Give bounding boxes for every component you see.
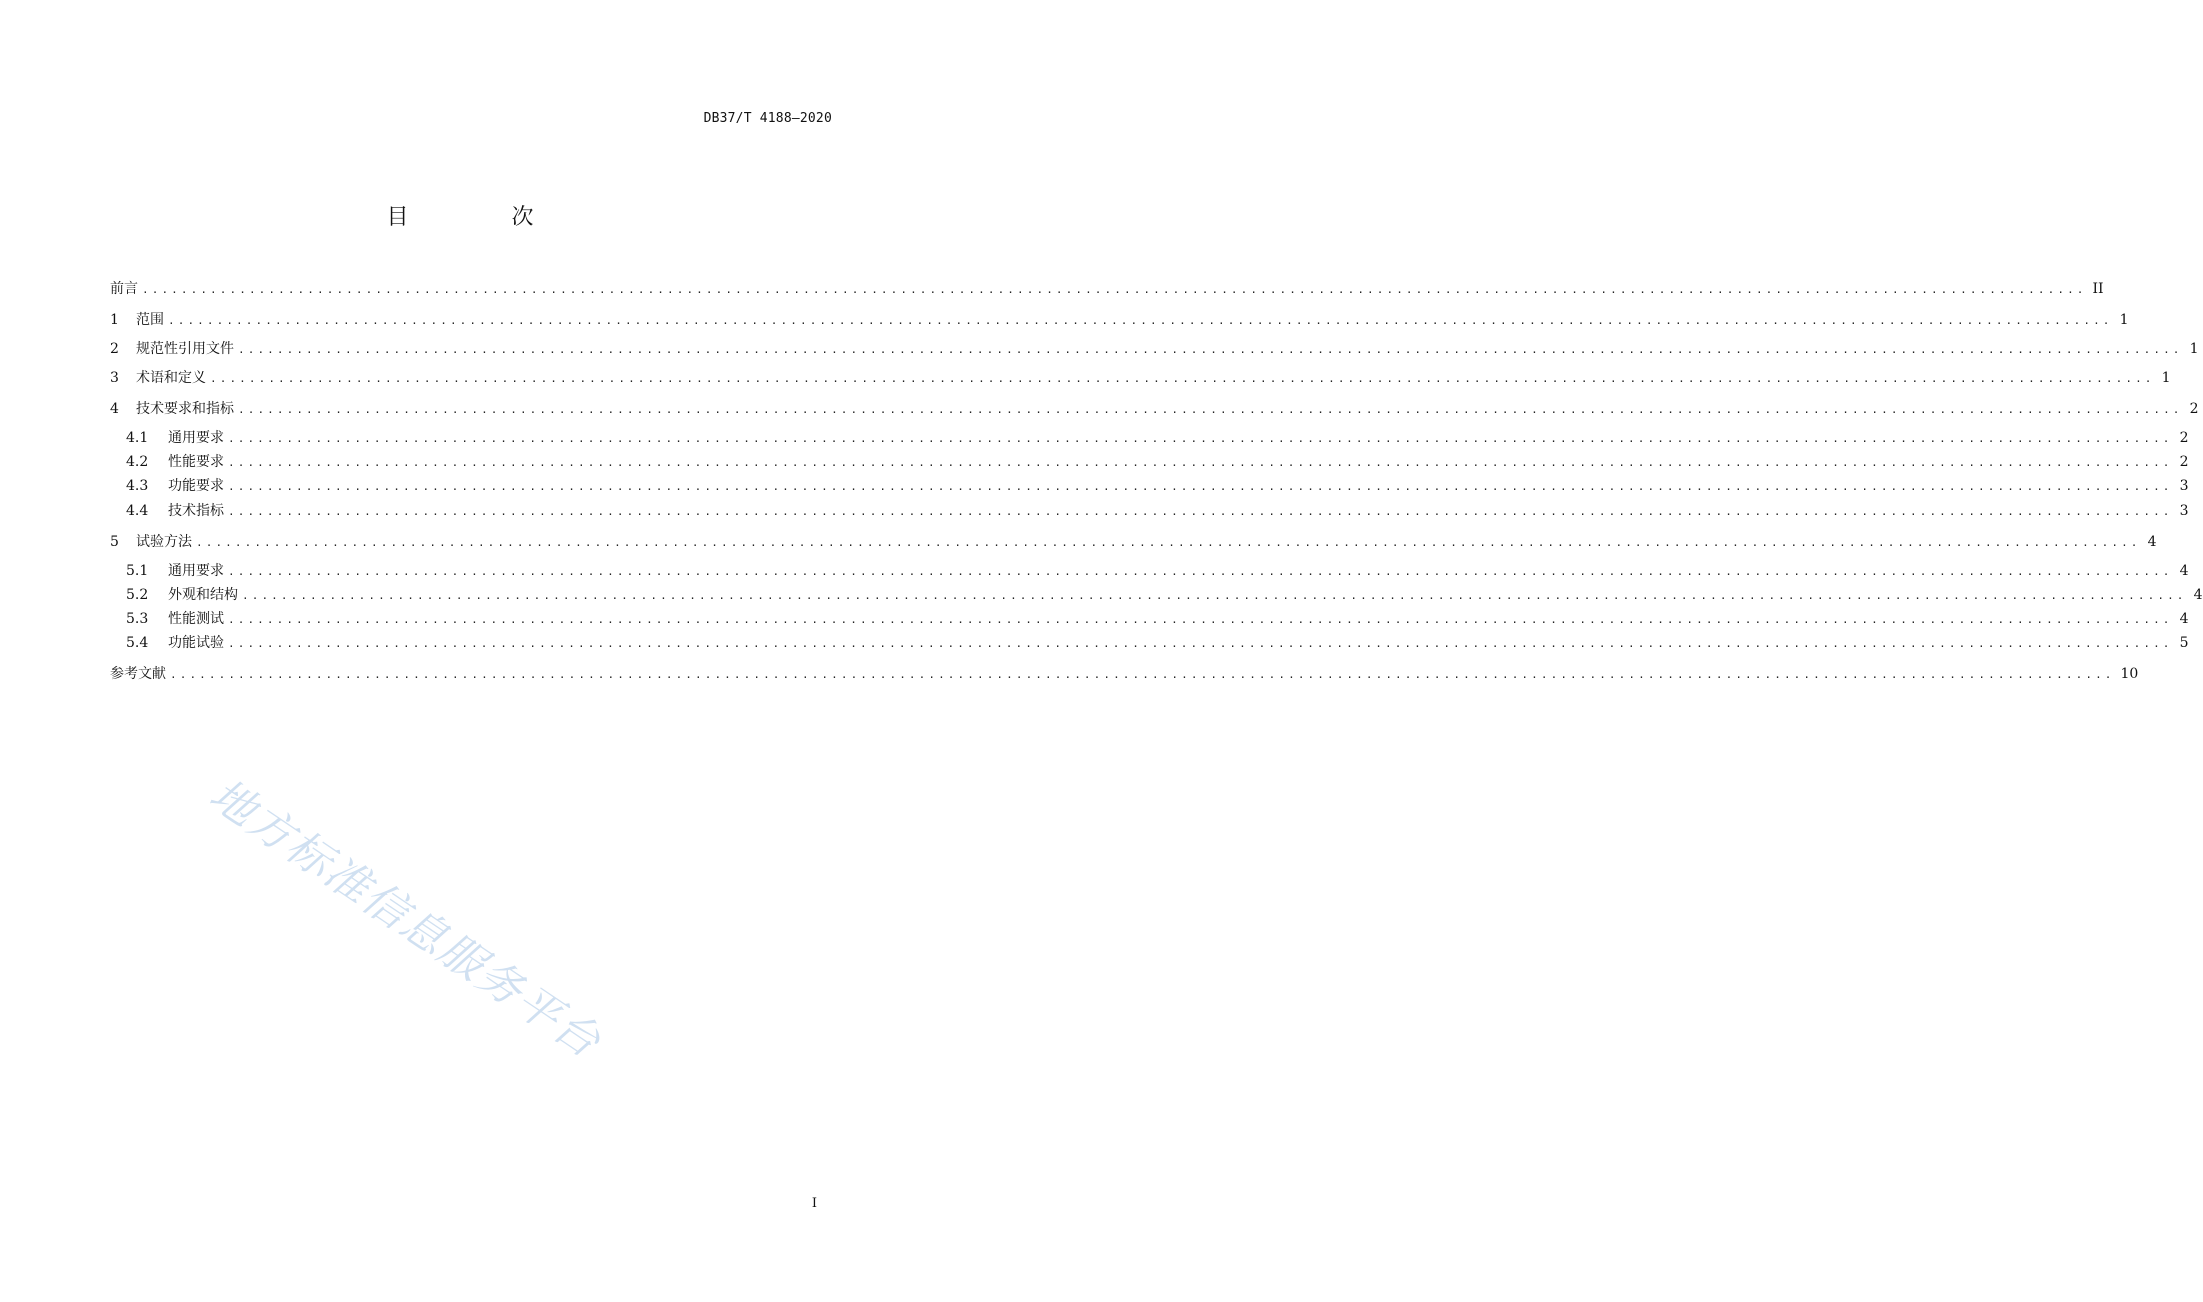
toc-entry-title: 功能要求 <box>168 478 224 494</box>
toc-entry-title: 术语和定义 <box>136 370 206 386</box>
toc-dot-leader: ........................................................................................................................................................................................................ <box>210 372 2155 385</box>
toc-entry-page: 2 <box>2179 430 2189 446</box>
toc-entry-page: 2 <box>2189 401 2199 417</box>
toc-entry-page: 3 <box>2179 503 2189 519</box>
toc-entry-page: 2 <box>2179 454 2189 470</box>
toc-entry[interactable] <box>126 560 2189 582</box>
toc-entry-number: 4.3 <box>126 478 149 494</box>
toc-entry-title: 性能测试 <box>168 611 224 627</box>
toc-entry-page: 1 <box>2189 341 2199 357</box>
toc-dot-leader: ........................................................................................................................................................................................................ <box>242 589 2187 602</box>
toc-entry-number: 5.1 <box>126 563 149 579</box>
toc-entry-number: 5 <box>110 534 119 550</box>
toc-dot-leader: ........................................................................................................................................................................................................ <box>196 536 2141 549</box>
toc-entry-page: 1 <box>2119 312 2129 328</box>
toc-entry-page: 1 <box>2161 370 2171 386</box>
document-code: DB37/T 4188—2020 <box>703 111 832 126</box>
toc-entry[interactable] <box>110 367 2171 389</box>
toc-dot-leader: ........................................................................................................................................................................................................ <box>228 505 2173 518</box>
toc-entry-page: 5 <box>2179 635 2189 651</box>
toc-entry[interactable] <box>126 500 2189 522</box>
toc-entry[interactable] <box>126 475 2189 497</box>
toc-entry-title: 技术要求和指标 <box>136 401 234 417</box>
toc-entry-page: 4 <box>2179 611 2189 627</box>
toc-entry[interactable] <box>110 531 2157 553</box>
toc-entry-page: 4 <box>2193 587 2203 603</box>
toc-entry-title: 试验方法 <box>136 534 192 550</box>
toc-dot-leader: ........................................................................................................................................................................................................ <box>238 403 2183 416</box>
toc-entry-title: 功能试验 <box>168 635 224 651</box>
toc-entry[interactable] <box>110 338 2199 360</box>
page-number: I <box>811 1196 817 1211</box>
toc-entry-title: 性能要求 <box>168 454 224 470</box>
toc-entry-number: 4.2 <box>126 454 149 470</box>
toc-entry[interactable] <box>126 584 2203 606</box>
toc-entry-page: 3 <box>2179 478 2189 494</box>
toc-entry-number: 3 <box>110 370 119 386</box>
toc-entry-page: 10 <box>2120 666 2139 682</box>
toc-entry[interactable] <box>110 663 2139 685</box>
toc-entry-title: 规范性引用文件 <box>136 341 234 357</box>
toc-entry[interactable] <box>126 632 2189 654</box>
toc-entry-page: 4 <box>2179 563 2189 579</box>
toc-dot-leader: ........................................................................................................................................................................................................ <box>170 668 2115 681</box>
toc-entry-title: 参考文献 <box>110 666 166 682</box>
toc-entry-number: 2 <box>110 341 119 357</box>
toc-dot-leader: ........................................................................................................................................................................................................ <box>228 432 2173 445</box>
toc-dot-leader: ........................................................................................................................................................................................................ <box>228 565 2173 578</box>
toc-entry-number: 4.4 <box>126 503 149 519</box>
toc-entry-title: 通用要求 <box>168 563 224 579</box>
toc-dot-leader: ........................................................................................................................................................................................................ <box>228 637 2173 650</box>
toc-entry-title: 通用要求 <box>168 430 224 446</box>
watermark: 地方标准信息服务平台 <box>200 769 611 1069</box>
toc-entry[interactable] <box>110 278 2104 300</box>
toc-entry-number: 5.4 <box>126 635 149 651</box>
toc-entry[interactable] <box>126 451 2189 473</box>
toc-entry[interactable] <box>110 398 2199 420</box>
toc-dot-leader: ........................................................................................................................................................................................................ <box>228 613 2173 626</box>
toc-entry-number: 1 <box>110 312 119 328</box>
toc-entry-number: 5.3 <box>126 611 149 627</box>
toc-entry-title: 前言 <box>110 281 138 297</box>
toc-dot-leader: ........................................................................................................................................................................................................ <box>168 314 2113 327</box>
toc-entry[interactable] <box>126 608 2189 630</box>
toc-entry-title: 技术指标 <box>168 503 224 519</box>
toc-dot-leader: ........................................................................................................................................................................................................ <box>228 456 2173 469</box>
toc-entry-number: 5.2 <box>126 587 149 603</box>
toc-dot-leader: ........................................................................................................................................................................................................ <box>142 283 2087 296</box>
toc-entry-page: 4 <box>2147 534 2157 550</box>
page-title: 目 次 <box>386 205 582 230</box>
toc-dot-leader: ........................................................................................................................................................................................................ <box>238 343 2183 356</box>
toc-entry-page: II <box>2092 281 2104 297</box>
toc-entry-title: 外观和结构 <box>168 587 238 603</box>
toc-entry-number: 4.1 <box>126 430 149 446</box>
toc-dot-leader: ........................................................................................................................................................................................................ <box>228 480 2173 493</box>
toc-entry-number: 4 <box>110 401 119 417</box>
toc-entry[interactable] <box>126 427 2189 449</box>
toc-entry-title: 范围 <box>136 312 164 328</box>
toc-entry[interactable] <box>110 309 2129 331</box>
